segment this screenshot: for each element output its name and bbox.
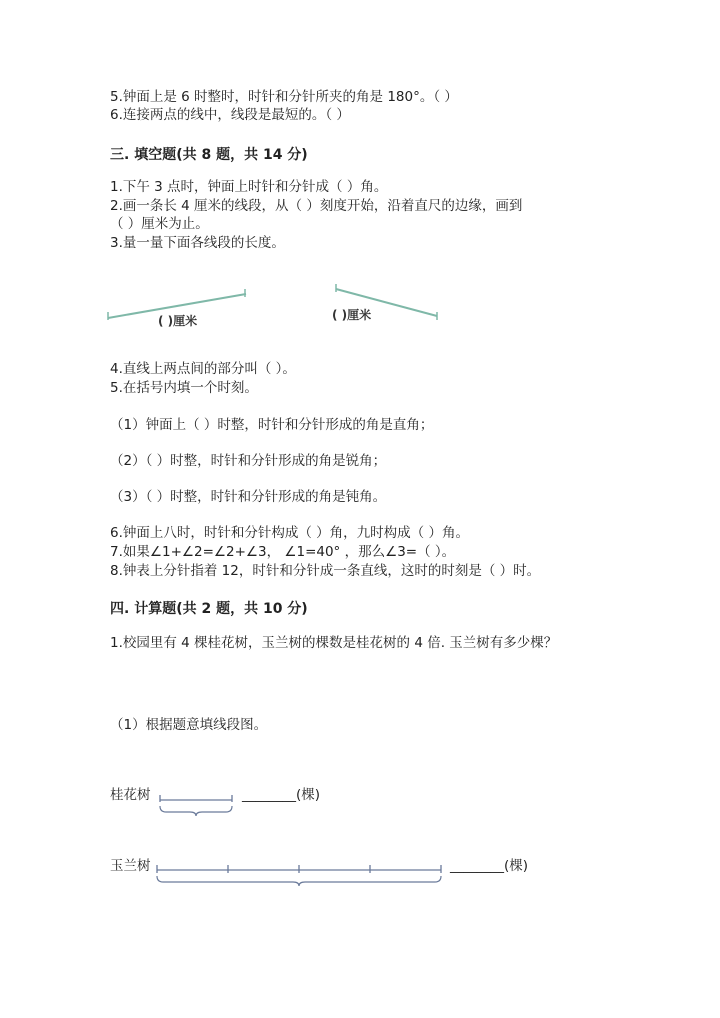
blank-guihua: ________(棵) — [242, 787, 321, 803]
fill-q5-3: （3）（ ）时整，时针和分针形成的角是钝角。 — [110, 489, 387, 505]
guihua-brace — [160, 806, 232, 816]
segment-2-label: ( )厘米 — [332, 308, 372, 322]
fill-q5-2: （2）（ ）时整，时针和分针形成的角是锐角； — [110, 453, 387, 469]
yulan-brace — [157, 876, 441, 886]
fill-q8: 8.钟表上分针指着 12，时针和分针成一条直线，这时的时刻是（ ）时。 — [110, 563, 541, 579]
fill-q6: 6.钟面上八时，时针和分针构成（ ）角，九时构成（ ）角。 — [110, 525, 469, 541]
calc-q1: 1.校园里有 4 棵桂花树，玉兰树的棵数是桂花树的 4 倍. 玉兰树有多少棵？ — [110, 635, 558, 651]
fill-q1: 1.下午 3 点时，钟面上时针和分针成（ ）角。 — [110, 179, 388, 195]
label-yulan: 玉兰树 — [110, 858, 151, 874]
label-guihua: 桂花树 — [110, 787, 151, 803]
section4-title: 四. 计算题(共 2 题，共 10 分) — [110, 601, 308, 617]
fill-q5-1: （1）钟面上（ ）时整，时针和分针形成的角是直角； — [110, 417, 434, 433]
fill-q2-line2: （ ）厘米为止。 — [110, 216, 209, 232]
fill-q3: 3.量一量下面各线段的长度。 — [110, 235, 285, 251]
fill-q4: 4.直线上两点间的部分叫（ ）。 — [110, 361, 296, 377]
fill-q2-line1: 2.画一条长 4 厘米的线段，从（ ）刻度开始，沿着直尺的边缘，画到 — [110, 198, 523, 214]
fill-q7: 7.如果∠1+∠2=∠2+∠3， ∠1=40° ，那么∠3=（ ）。 — [110, 544, 456, 560]
judge-q6: 6.连接两点的线中，线段是最短的。（ ） — [110, 107, 350, 123]
segment-1-label: ( )厘米 — [158, 314, 198, 328]
blank-yulan: ________(棵) — [450, 858, 529, 874]
section3-title: 三. 填空题(共 8 题，共 14 分) — [110, 147, 308, 163]
fill-q5: 5.在括号内填一个时刻。 — [110, 380, 258, 396]
guihua-segment — [160, 795, 232, 802]
calc-q1-sub1: （1）根据题意填线段图。 — [110, 717, 268, 733]
yulan-segment — [157, 865, 441, 873]
judge-q5: 5.钟面上是 6 时整时，时针和分针所夹的角是 180°。（ ） — [110, 89, 458, 105]
